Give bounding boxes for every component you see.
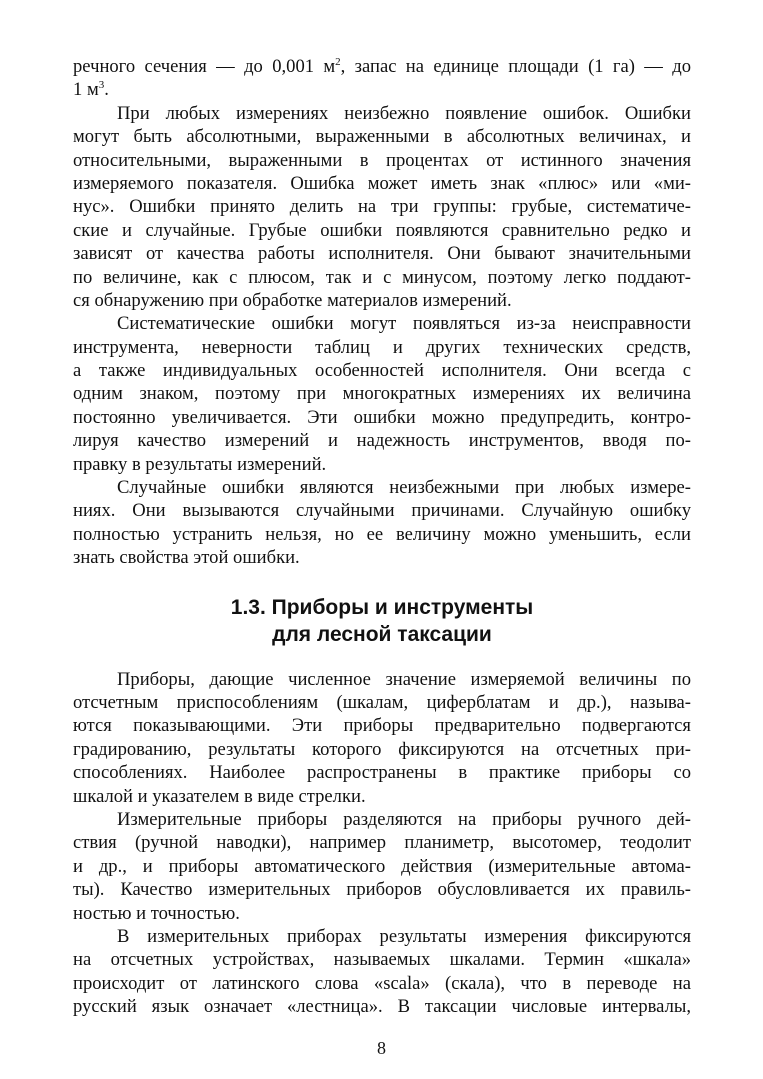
- text-line: способлениях. Наиболее распространены в практике приборы со: [73, 762, 691, 784]
- section-heading: [73, 594, 691, 648]
- intro-text: , запас на единице площади (1 га) — до: [340, 56, 692, 77]
- text-line: ются показывающими. Эти приборы предварительно подвергаются: [73, 715, 691, 737]
- intro-text: 1 м: [73, 79, 99, 101]
- paragraph-instruments: [73, 668, 691, 808]
- text-line: ские и случайные. Грубые ошибки появляются сравнительно редко и: [73, 219, 691, 241]
- text-line: ностью и точностью.: [73, 902, 240, 924]
- text-line: ся обнаружению при обработке материалов измерений.: [73, 289, 512, 311]
- paragraph-errors: [73, 102, 691, 313]
- text-line: ты). Качество измерительных приборов обусловливается их правиль-: [73, 879, 691, 901]
- text-line: происходит от латинского слова «scala» (скала), что в переводе на: [73, 972, 691, 994]
- text-line: Случайные ошибки являются неизбежными при любых измере-: [117, 477, 691, 499]
- paragraph-random: [73, 476, 691, 570]
- text-line: Приборы, дающие численное значение измеряемой величины по: [117, 668, 691, 690]
- text-line: относительными, выраженными в процентах от истинного значения: [73, 149, 691, 171]
- text-line: правку в результаты измерений.: [73, 453, 327, 475]
- intro-text: .: [104, 79, 109, 101]
- document-page: [73, 55, 691, 1018]
- text-line: шкалой и указателем в виде стрелки.: [73, 785, 366, 807]
- superscript: 3: [98, 79, 105, 92]
- text-line: полностью устранить нельзя, но ее величину можно уменьшить, если: [73, 523, 691, 545]
- text-line: ствия (ручной наводки), например планиметр, высотомер, теодолит: [73, 832, 691, 854]
- text-line: а также индивидуальных особенностей исполнителя. Они всегда с: [73, 360, 691, 382]
- text-line: лируя качество измерений и надежность инструментов, вводя по-: [73, 430, 691, 452]
- paragraph-systematic: [73, 312, 691, 476]
- text-line: одним знаком, поэтому при многократных измерениях их величина: [73, 383, 691, 405]
- text-line: на отсчетных устройствах, называемых шкалами. Термин «шкала»: [73, 949, 691, 971]
- text-line: и др., и приборы автоматического действия (измерительные автома-: [73, 855, 691, 877]
- text-line: При любых измерениях неизбежно появление ошибок. Ошибки: [117, 102, 691, 124]
- intro-text: речного сечения — до 0,001 м: [73, 56, 336, 77]
- text-line: постоянно увеличивается. Эти ошибки можно предупредить, контро-: [73, 406, 691, 428]
- text-line: измеряемого показателя. Ошибка может иметь знак «плюс» или «ми-: [73, 172, 691, 194]
- superscript: 2: [335, 55, 341, 68]
- paragraph-measuring: [73, 808, 691, 925]
- text-line: Измерительные приборы разделяются на приборы ручного дей-: [117, 808, 691, 830]
- text-line: русский язык означает «лестница». В таксации числовые интервалы,: [73, 996, 691, 1018]
- text-line: могут быть абсолютными, выраженными в абсолютных величинах, и: [73, 126, 691, 148]
- text-line: отсчетным приспособлениям (шкалам, циферблатам и др.), называ-: [73, 691, 691, 713]
- section-heading-line: 1.3. Приборы и инструменты: [230, 595, 534, 619]
- intro-line-2: [73, 78, 691, 101]
- text-line: нус». Ошибки принято делить на три группы: грубые, систематиче-: [73, 196, 691, 218]
- text-line: ниях. Они вызываются случайными причинами. Случайную ошибку: [73, 500, 691, 522]
- text-line: инструмента, неверности таблиц и других технических средств,: [73, 336, 691, 358]
- page-number: 8: [377, 1038, 386, 1058]
- text-line: знать свойства этой ошибки.: [73, 547, 300, 569]
- text-line: по величине, как с плюсом, так и с минусом, поэтому легко поддают-: [73, 266, 691, 288]
- paragraph-scales: [73, 925, 691, 1019]
- text-line: В измерительных приборах результаты измерения фиксируются: [117, 925, 691, 947]
- section-heading-line: для лесной таксации: [272, 622, 492, 646]
- text-line: градированию, результаты которого фиксируются на отсчетных при-: [73, 738, 691, 760]
- text-line: Систематические ошибки могут появляться из-за неисправности: [117, 313, 691, 335]
- text-line: зависят от качества работы исполнителя. Они бывают значительными: [73, 243, 691, 265]
- intro-line-1: [73, 55, 691, 78]
